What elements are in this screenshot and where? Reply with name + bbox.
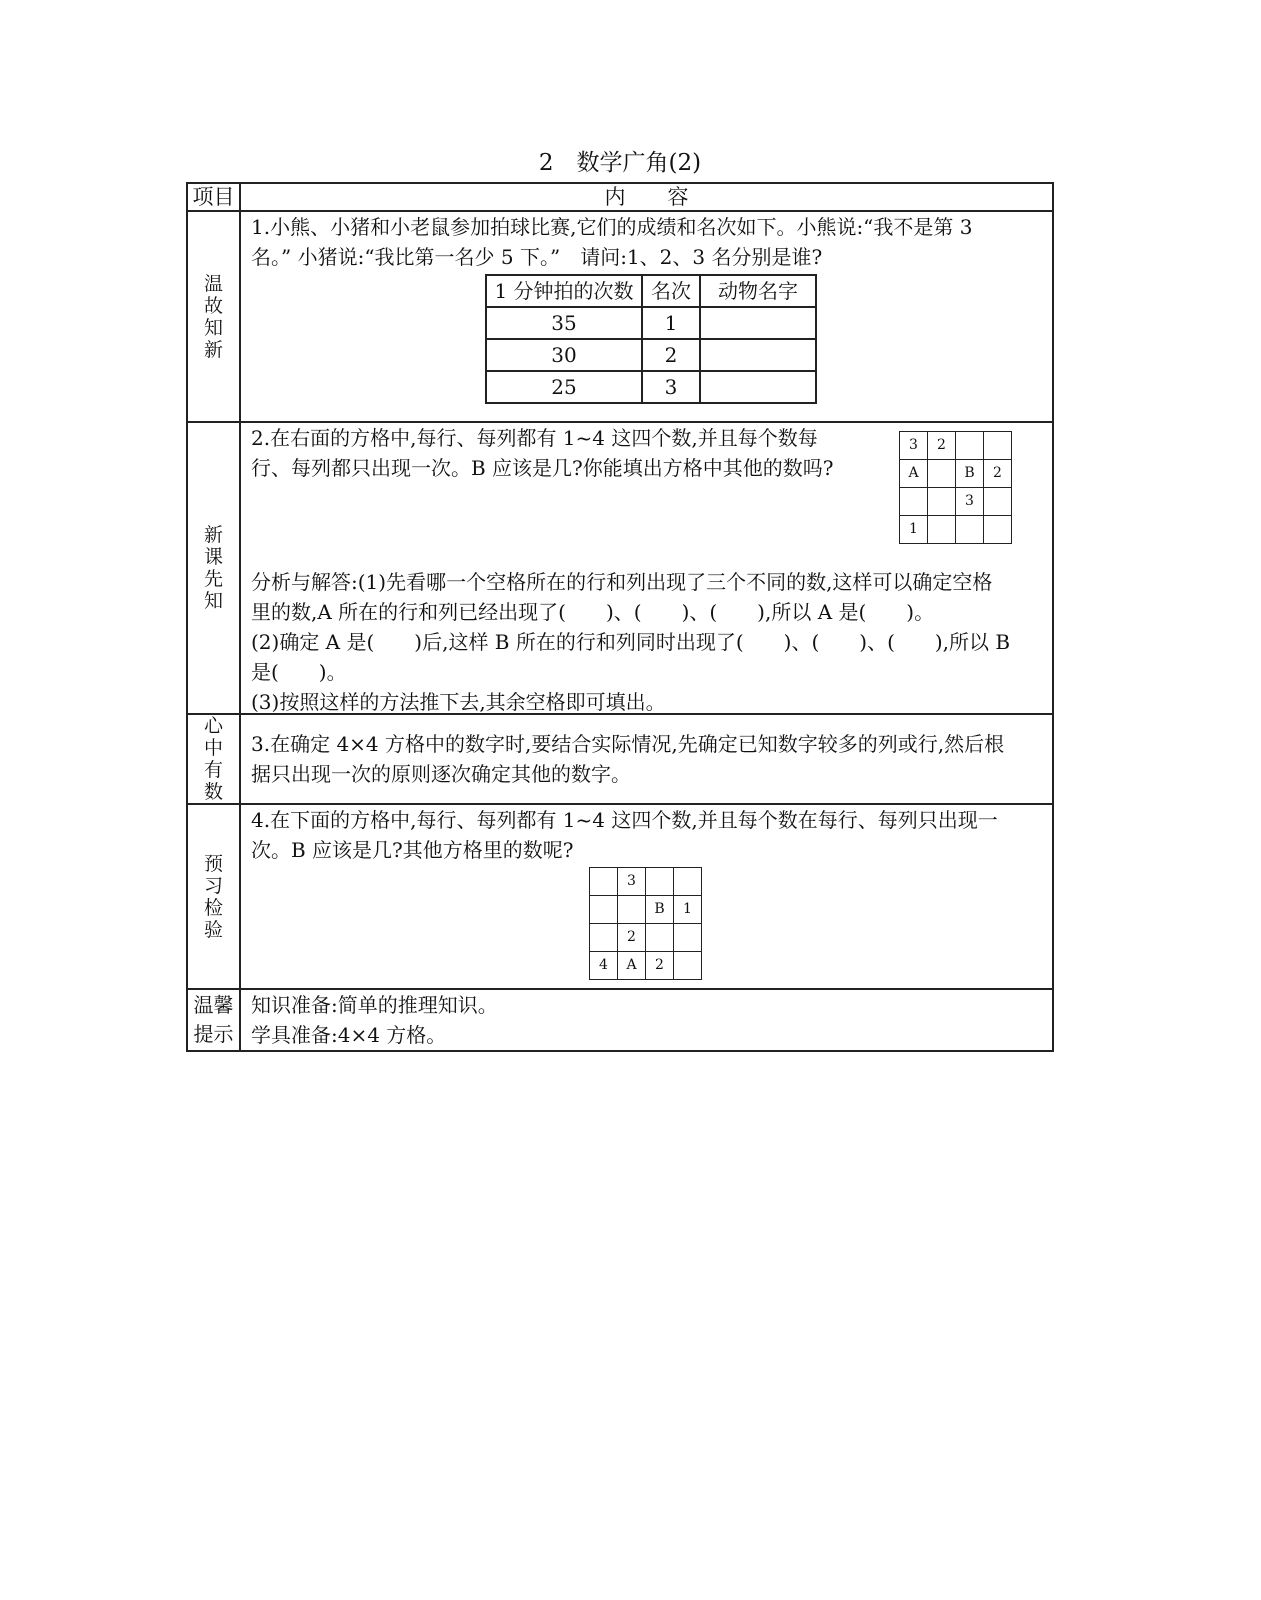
grid-cell: 3 <box>900 432 928 460</box>
score-header-rank: 名次 <box>642 275 700 307</box>
grid-cell <box>674 952 702 980</box>
key-line1: 3.在确定 4×4 方格中的数字时,要结合实际情况,先确定已知数字较多的列或行,然后根 <box>251 732 1005 756</box>
key-content <box>240 714 1053 804</box>
tips-content <box>240 989 1053 1051</box>
score-rank-cell: 3 <box>642 371 700 403</box>
preview-row <box>187 422 1053 714</box>
grid-cell <box>956 516 984 544</box>
analysis-line1: 分析与解答:(1)先看哪一个空格所在的行和列出现了三个不同的数,这样可以确定空格 <box>251 570 993 594</box>
grid-cell: A <box>900 460 928 488</box>
score-count-cell: 30 <box>486 339 642 371</box>
grid-cell <box>900 488 928 516</box>
grid-cell: 2 <box>984 460 1012 488</box>
grid-cell <box>590 868 618 896</box>
header-row <box>187 183 1053 211</box>
tips-category-line1: 温馨 <box>193 993 234 1017</box>
preview-category-cell <box>187 422 240 714</box>
analysis-line5: (3)按照这样的方法推下去,其余空格即可填出。 <box>251 690 666 714</box>
check-row <box>187 804 1053 989</box>
check-content <box>240 804 1053 989</box>
grid-cell: B <box>646 896 674 924</box>
grid-cell: 1 <box>900 516 928 544</box>
key-row <box>187 714 1053 804</box>
grid-cell: 4 <box>590 952 618 980</box>
preview-category: 新课先知 <box>203 524 223 612</box>
page-title: 2 数学广角(2) <box>538 150 702 176</box>
grid-cell <box>618 896 646 924</box>
tips-line2: 学具准备:4×4 方格。 <box>251 1023 447 1047</box>
q1-line1: 1.小熊、小猪和小老鼠参加拍球比赛,它们的成绩和名次如下。小熊说:“我不是第 3 <box>251 215 973 239</box>
grid-cell <box>590 924 618 952</box>
preview-content <box>240 422 1053 714</box>
score-rank-cell: 2 <box>642 339 700 371</box>
grid-cell: 1 <box>674 896 702 924</box>
table-row <box>486 339 816 371</box>
score-header-animal: 动物名字 <box>700 275 816 307</box>
q1-line2: 名。” 小猪说:“我比第一名少 5 下。” 请问:1、2、3 名分别是谁? <box>251 245 823 269</box>
grid-cell <box>590 896 618 924</box>
score-header-count: 1 分钟拍的次数 <box>486 275 642 307</box>
grid-row <box>900 488 1012 516</box>
grid-cell <box>956 432 984 460</box>
grid-row <box>900 460 1012 488</box>
score-table <box>485 274 817 404</box>
analysis-line3: (2)确定 A 是( )后,这样 B 所在的行和列同时出现了( )、( )、( ),所以 B <box>251 630 1011 654</box>
grid-cell <box>984 432 1012 460</box>
analysis-line4: 是( )。 <box>251 660 347 684</box>
grid-cell <box>646 924 674 952</box>
q4-line2: 次。B 应该是几?其他方格里的数呢? <box>251 838 574 862</box>
review-content <box>240 211 1053 422</box>
check-category-cell <box>187 804 240 989</box>
grid-cell: A <box>618 952 646 980</box>
score-animal-cell <box>700 307 816 339</box>
review-category: 温故知新 <box>203 272 223 361</box>
grid-cell: 2 <box>646 952 674 980</box>
grid-cell <box>674 868 702 896</box>
score-animal-cell <box>700 371 816 403</box>
score-count-cell: 25 <box>486 371 642 403</box>
grid-cell: 2 <box>928 432 956 460</box>
score-count-cell: 35 <box>486 307 642 339</box>
score-table-header <box>486 275 816 307</box>
review-row <box>187 211 1053 422</box>
grid-row <box>590 924 702 952</box>
grid-row <box>900 516 1012 544</box>
table-row <box>486 307 816 339</box>
grid-cell <box>646 868 674 896</box>
table-row <box>486 371 816 403</box>
grid-row <box>590 952 702 980</box>
grid-cell: 3 <box>618 868 646 896</box>
key-category: 心中有数 <box>203 715 223 803</box>
header-item: 项目 <box>187 183 240 211</box>
tips-category-line2: 提示 <box>193 1022 234 1046</box>
tips-line1: 知识准备:简单的推理知识。 <box>251 993 498 1017</box>
grid-cell <box>984 488 1012 516</box>
grid-puzzle-1 <box>899 431 1012 544</box>
grid-cell: 2 <box>618 924 646 952</box>
grid-cell <box>928 460 956 488</box>
key-line2: 据只出现一次的原则逐次确定其他的数字。 <box>251 762 631 786</box>
key-category-cell <box>187 714 240 804</box>
score-rank-cell: 1 <box>642 307 700 339</box>
q4-line1: 4.在下面的方格中,每行、每列都有 1~4 这四个数,并且每个数在每行、每列只出现一 <box>251 808 998 832</box>
lesson-table <box>186 182 1054 1052</box>
tips-row <box>187 989 1053 1051</box>
review-category-cell <box>187 211 240 422</box>
analysis-line2: 里的数,A 所在的行和列已经出现了( )、( )、( ),所以 A 是( )。 <box>251 600 935 624</box>
grid-row <box>590 896 702 924</box>
grid-cell: 3 <box>956 488 984 516</box>
tips-category-cell <box>187 989 240 1051</box>
grid-row <box>590 868 702 896</box>
grid-cell <box>928 516 956 544</box>
grid-puzzle-2 <box>589 867 702 980</box>
grid-cell <box>674 924 702 952</box>
q2-line1: 2.在右面的方格中,每行、每列都有 1~4 这四个数,并且每个数每 <box>251 426 818 450</box>
header-content: 内 容 <box>240 183 1053 211</box>
q2-line2: 行、每列都只出现一次。B 应该是几?你能填出方格中其他的数吗? <box>251 456 834 480</box>
grid-cell <box>984 516 1012 544</box>
grid-cell <box>928 488 956 516</box>
grid-row <box>900 432 1012 460</box>
check-category: 预习检验 <box>203 852 223 941</box>
grid-cell: B <box>956 460 984 488</box>
score-animal-cell <box>700 339 816 371</box>
